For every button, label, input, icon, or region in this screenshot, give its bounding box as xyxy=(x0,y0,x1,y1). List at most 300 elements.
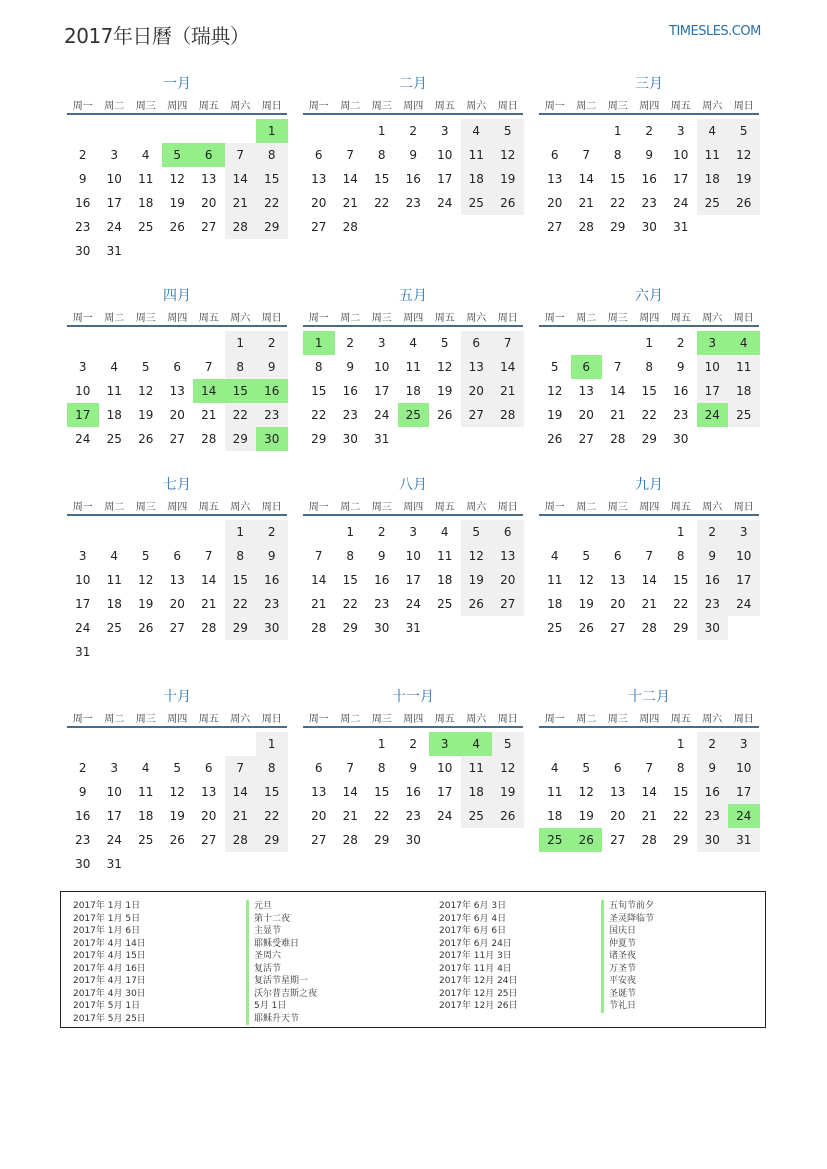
day-cell[interactable]: 25 xyxy=(461,191,493,215)
day-cell[interactable]: 7 xyxy=(645,549,654,563)
day-cell[interactable]: 27 xyxy=(578,432,594,446)
day-cell[interactable]: 5 xyxy=(141,549,150,563)
day-cell[interactable]: 20 xyxy=(169,408,185,422)
day-cell[interactable]: 27 xyxy=(169,432,185,446)
day-cell[interactable]: 26 xyxy=(138,621,154,635)
day-cell[interactable]: 30 xyxy=(697,828,729,852)
day-cell[interactable]: 2 xyxy=(256,520,288,544)
day-cell[interactable]: 10 xyxy=(697,355,729,379)
day-cell[interactable]: 18 xyxy=(697,167,729,191)
day-cell[interactable]: 26 xyxy=(169,833,185,847)
day-cell[interactable]: 20 xyxy=(492,568,524,592)
day-cell[interactable]: 23 xyxy=(405,809,421,823)
day-cell[interactable]: 9 xyxy=(78,172,87,186)
day-cell[interactable]: 26 xyxy=(437,408,453,422)
day-cell[interactable]: 30 xyxy=(697,616,729,640)
day-cell[interactable]: 19 xyxy=(728,167,760,191)
day-cell[interactable]: 2 xyxy=(78,761,87,775)
day-cell[interactable]: 28 xyxy=(641,833,657,847)
day-cell[interactable]: 18 xyxy=(547,597,563,611)
day-cell[interactable]: 1 xyxy=(377,737,386,751)
day-cell[interactable]: 6 xyxy=(492,520,524,544)
day-cell[interactable]: 23 xyxy=(342,408,358,422)
day-cell[interactable]: 1 xyxy=(256,732,288,756)
day-cell[interactable]: 9 xyxy=(697,756,729,780)
day-cell[interactable]: 9 xyxy=(645,148,654,162)
day-cell[interactable]: 20 xyxy=(201,196,217,210)
day-cell[interactable]: 10 xyxy=(374,360,390,374)
day-cell[interactable]: 24 xyxy=(728,592,760,616)
day-cell[interactable]: 19 xyxy=(169,196,185,210)
day-cell[interactable]: 6 xyxy=(204,761,213,775)
day-cell[interactable]: 14 xyxy=(225,780,257,804)
day-cell[interactable]: 29 xyxy=(256,828,288,852)
day-cell[interactable]: 11 xyxy=(728,355,760,379)
day-cell[interactable]: 25 xyxy=(547,621,563,635)
day-cell[interactable]: 26 xyxy=(728,191,760,215)
day-cell[interactable]: 20 xyxy=(169,597,185,611)
day-cell[interactable]: 11 xyxy=(461,143,493,167)
day-cell[interactable]: 18 xyxy=(106,597,122,611)
day-cell[interactable]: 8 xyxy=(225,544,257,568)
day-cell[interactable]: 7 xyxy=(582,148,591,162)
day-cell[interactable]: 3 xyxy=(110,148,119,162)
day-cell[interactable]: 16 xyxy=(641,172,657,186)
day-cell[interactable]: 28 xyxy=(342,220,358,234)
day-cell[interactable]: 28 xyxy=(492,403,524,427)
day-cell[interactable]: 29 xyxy=(311,432,327,446)
day-cell[interactable]: 28 xyxy=(201,621,217,635)
day-cell[interactable]: 11 xyxy=(106,573,122,587)
day-cell[interactable]: 7 xyxy=(492,331,524,355)
day-cell[interactable]: 13 xyxy=(578,384,594,398)
day-cell[interactable]: 2 xyxy=(676,336,685,350)
day-cell[interactable]: 4 xyxy=(461,732,493,756)
day-cell[interactable]: 13 xyxy=(610,785,626,799)
day-cell[interactable]: 23 xyxy=(405,196,421,210)
day-cell[interactable]: 8 xyxy=(645,360,654,374)
day-cell[interactable]: 6 xyxy=(193,143,225,167)
day-cell[interactable]: 4 xyxy=(141,148,150,162)
day-cell[interactable]: 12 xyxy=(461,544,493,568)
day-cell[interactable]: 3 xyxy=(676,124,685,138)
day-cell[interactable]: 27 xyxy=(311,220,327,234)
day-cell[interactable]: 12 xyxy=(138,384,154,398)
day-cell[interactable]: 3 xyxy=(110,761,119,775)
day-cell[interactable]: 21 xyxy=(342,809,358,823)
day-cell[interactable]: 28 xyxy=(225,215,257,239)
day-cell[interactable]: 29 xyxy=(374,833,390,847)
day-cell[interactable]: 2 xyxy=(256,331,288,355)
day-cell[interactable]: 12 xyxy=(578,785,594,799)
day-cell[interactable]: 4 xyxy=(409,336,418,350)
day-cell[interactable]: 14 xyxy=(641,573,657,587)
day-cell[interactable]: 30 xyxy=(75,244,91,258)
day-cell[interactable]: 4 xyxy=(461,119,493,143)
day-cell[interactable]: 16 xyxy=(673,384,689,398)
day-cell[interactable]: 26 xyxy=(492,804,524,828)
day-cell[interactable]: 5 xyxy=(173,761,182,775)
day-cell[interactable]: 30 xyxy=(256,616,288,640)
day-cell[interactable]: 22 xyxy=(225,403,257,427)
day-cell[interactable]: 28 xyxy=(311,621,327,635)
day-cell[interactable]: 13 xyxy=(201,785,217,799)
day-cell[interactable]: 6 xyxy=(613,761,622,775)
day-cell[interactable]: 15 xyxy=(225,379,257,403)
day-cell[interactable]: 4 xyxy=(697,119,729,143)
day-cell[interactable]: 6 xyxy=(173,360,182,374)
day-cell[interactable]: 2 xyxy=(409,737,418,751)
day-cell[interactable]: 14 xyxy=(641,785,657,799)
day-cell[interactable]: 5 xyxy=(440,336,449,350)
day-cell[interactable]: 15 xyxy=(673,785,689,799)
day-cell[interactable]: 26 xyxy=(578,621,594,635)
day-cell[interactable]: 1 xyxy=(225,331,257,355)
day-cell[interactable]: 10 xyxy=(106,785,122,799)
day-cell[interactable]: 18 xyxy=(461,780,493,804)
day-cell[interactable]: 24 xyxy=(106,220,122,234)
day-cell[interactable]: 16 xyxy=(697,568,729,592)
day-cell[interactable]: 7 xyxy=(225,143,257,167)
day-cell[interactable]: 10 xyxy=(728,756,760,780)
day-cell[interactable]: 25 xyxy=(728,403,760,427)
day-cell[interactable]: 26 xyxy=(461,592,493,616)
day-cell[interactable]: 1 xyxy=(346,525,355,539)
day-cell[interactable]: 7 xyxy=(346,148,355,162)
day-cell[interactable]: 17 xyxy=(405,573,421,587)
day-cell[interactable]: 1 xyxy=(256,119,288,143)
day-cell[interactable]: 24 xyxy=(437,809,453,823)
day-cell[interactable]: 28 xyxy=(201,432,217,446)
day-cell[interactable]: 20 xyxy=(578,408,594,422)
day-cell[interactable]: 12 xyxy=(169,172,185,186)
day-cell[interactable]: 6 xyxy=(550,148,559,162)
day-cell[interactable]: 15 xyxy=(256,780,288,804)
day-cell[interactable]: 20 xyxy=(610,597,626,611)
day-cell[interactable]: 26 xyxy=(492,191,524,215)
day-cell[interactable]: 11 xyxy=(138,172,154,186)
day-cell[interactable]: 17 xyxy=(374,384,390,398)
day-cell[interactable]: 28 xyxy=(225,828,257,852)
day-cell[interactable]: 3 xyxy=(429,732,461,756)
day-cell[interactable]: 20 xyxy=(461,379,493,403)
day-cell[interactable]: 22 xyxy=(374,196,390,210)
day-cell[interactable]: 21 xyxy=(641,809,657,823)
day-cell[interactable]: 14 xyxy=(201,573,217,587)
day-cell[interactable]: 17 xyxy=(697,379,729,403)
day-cell[interactable]: 11 xyxy=(547,785,563,799)
day-cell[interactable]: 24 xyxy=(75,432,91,446)
day-cell[interactable]: 22 xyxy=(311,408,327,422)
day-cell[interactable]: 3 xyxy=(409,525,418,539)
day-cell[interactable]: 22 xyxy=(342,597,358,611)
day-cell[interactable]: 13 xyxy=(169,384,185,398)
day-cell[interactable]: 10 xyxy=(106,172,122,186)
day-cell[interactable]: 31 xyxy=(374,432,390,446)
day-cell[interactable]: 15 xyxy=(225,568,257,592)
day-cell[interactable]: 17 xyxy=(106,196,122,210)
day-cell[interactable]: 31 xyxy=(106,857,122,871)
day-cell[interactable]: 1 xyxy=(613,124,622,138)
day-cell[interactable]: 30 xyxy=(342,432,358,446)
day-cell[interactable]: 16 xyxy=(256,379,288,403)
day-cell[interactable]: 8 xyxy=(676,549,685,563)
day-cell[interactable]: 29 xyxy=(225,427,257,451)
day-cell[interactable]: 23 xyxy=(75,220,91,234)
day-cell[interactable]: 17 xyxy=(673,172,689,186)
day-cell[interactable]: 13 xyxy=(311,172,327,186)
day-cell[interactable]: 9 xyxy=(377,549,386,563)
day-cell[interactable]: 10 xyxy=(728,544,760,568)
day-cell[interactable]: 18 xyxy=(437,573,453,587)
day-cell[interactable]: 5 xyxy=(582,761,591,775)
day-cell[interactable]: 2 xyxy=(697,732,729,756)
day-cell[interactable]: 16 xyxy=(697,780,729,804)
day-cell[interactable]: 21 xyxy=(311,597,327,611)
day-cell[interactable]: 23 xyxy=(641,196,657,210)
day-cell[interactable]: 22 xyxy=(256,191,288,215)
day-cell[interactable]: 14 xyxy=(610,384,626,398)
day-cell[interactable]: 9 xyxy=(409,148,418,162)
day-cell[interactable]: 21 xyxy=(578,196,594,210)
day-cell[interactable]: 2 xyxy=(377,525,386,539)
day-cell[interactable]: 17 xyxy=(437,785,453,799)
day-cell[interactable]: 5 xyxy=(492,119,524,143)
day-cell[interactable]: 23 xyxy=(256,403,288,427)
day-cell[interactable]: 25 xyxy=(138,220,154,234)
day-cell[interactable]: 21 xyxy=(225,804,257,828)
day-cell[interactable]: 18 xyxy=(106,408,122,422)
day-cell[interactable]: 14 xyxy=(225,167,257,191)
day-cell[interactable]: 8 xyxy=(377,148,386,162)
day-cell[interactable]: 21 xyxy=(342,196,358,210)
day-cell[interactable]: 15 xyxy=(641,384,657,398)
day-cell[interactable]: 2 xyxy=(78,148,87,162)
day-cell[interactable]: 9 xyxy=(409,761,418,775)
day-cell[interactable]: 22 xyxy=(673,809,689,823)
day-cell[interactable]: 2 xyxy=(697,520,729,544)
day-cell[interactable]: 30 xyxy=(75,857,91,871)
day-cell[interactable]: 11 xyxy=(697,143,729,167)
day-cell[interactable]: 7 xyxy=(645,761,654,775)
day-cell[interactable]: 19 xyxy=(578,597,594,611)
day-cell[interactable]: 18 xyxy=(138,809,154,823)
day-cell[interactable]: 15 xyxy=(374,785,390,799)
day-cell[interactable]: 13 xyxy=(547,172,563,186)
day-cell[interactable]: 29 xyxy=(673,621,689,635)
day-cell[interactable]: 25 xyxy=(138,833,154,847)
day-cell[interactable]: 31 xyxy=(673,220,689,234)
day-cell[interactable]: 27 xyxy=(201,220,217,234)
day-cell[interactable]: 3 xyxy=(728,520,760,544)
day-cell[interactable]: 15 xyxy=(256,167,288,191)
day-cell[interactable]: 10 xyxy=(405,549,421,563)
day-cell[interactable]: 13 xyxy=(201,172,217,186)
day-cell[interactable]: 8 xyxy=(676,761,685,775)
day-cell[interactable]: 19 xyxy=(461,568,493,592)
day-cell[interactable]: 4 xyxy=(440,525,449,539)
day-cell[interactable]: 16 xyxy=(405,172,421,186)
day-cell[interactable]: 19 xyxy=(138,597,154,611)
day-cell[interactable]: 16 xyxy=(374,573,390,587)
day-cell[interactable]: 31 xyxy=(75,645,91,659)
day-cell[interactable]: 22 xyxy=(641,408,657,422)
day-cell[interactable]: 31 xyxy=(106,244,122,258)
day-cell[interactable]: 1 xyxy=(377,124,386,138)
day-cell[interactable]: 25 xyxy=(697,191,729,215)
day-cell[interactable]: 10 xyxy=(75,384,91,398)
day-cell[interactable]: 20 xyxy=(201,809,217,823)
day-cell[interactable]: 1 xyxy=(225,520,257,544)
day-cell[interactable]: 19 xyxy=(437,384,453,398)
day-cell[interactable]: 13 xyxy=(461,355,493,379)
day-cell[interactable]: 3 xyxy=(728,732,760,756)
day-cell[interactable]: 14 xyxy=(193,379,225,403)
day-cell[interactable]: 26 xyxy=(169,220,185,234)
day-cell[interactable]: 16 xyxy=(75,809,91,823)
day-cell[interactable]: 16 xyxy=(75,196,91,210)
day-cell[interactable]: 5 xyxy=(162,143,194,167)
day-cell[interactable]: 28 xyxy=(342,833,358,847)
day-cell[interactable]: 5 xyxy=(550,360,559,374)
day-cell[interactable]: 8 xyxy=(377,761,386,775)
day-cell[interactable]: 3 xyxy=(440,124,449,138)
day-cell[interactable]: 22 xyxy=(256,804,288,828)
day-cell[interactable]: 27 xyxy=(201,833,217,847)
day-cell[interactable]: 8 xyxy=(613,148,622,162)
day-cell[interactable]: 7 xyxy=(204,549,213,563)
day-cell[interactable]: 24 xyxy=(728,804,760,828)
day-cell[interactable]: 11 xyxy=(405,360,421,374)
day-cell[interactable]: 21 xyxy=(225,191,257,215)
day-cell[interactable]: 19 xyxy=(547,408,563,422)
day-cell[interactable]: 11 xyxy=(547,573,563,587)
day-cell[interactable]: 4 xyxy=(550,549,559,563)
day-cell[interactable]: 3 xyxy=(78,360,87,374)
day-cell[interactable]: 13 xyxy=(610,573,626,587)
day-cell[interactable]: 18 xyxy=(728,379,760,403)
day-cell[interactable]: 21 xyxy=(492,379,524,403)
day-cell[interactable]: 5 xyxy=(728,119,760,143)
day-cell[interactable]: 14 xyxy=(311,573,327,587)
day-cell[interactable]: 5 xyxy=(141,360,150,374)
day-cell[interactable]: 21 xyxy=(641,597,657,611)
day-cell[interactable]: 24 xyxy=(374,408,390,422)
day-cell[interactable]: 9 xyxy=(256,544,288,568)
day-cell[interactable]: 5 xyxy=(582,549,591,563)
day-cell[interactable]: 27 xyxy=(547,220,563,234)
day-cell[interactable]: 12 xyxy=(578,573,594,587)
day-cell[interactable]: 19 xyxy=(578,809,594,823)
day-cell[interactable]: 26 xyxy=(547,432,563,446)
day-cell[interactable]: 13 xyxy=(169,573,185,587)
day-cell[interactable]: 12 xyxy=(547,384,563,398)
day-cell[interactable]: 31 xyxy=(728,828,760,852)
day-cell[interactable]: 20 xyxy=(610,809,626,823)
day-cell[interactable]: 23 xyxy=(697,592,729,616)
day-cell[interactable]: 30 xyxy=(641,220,657,234)
day-cell[interactable]: 12 xyxy=(728,143,760,167)
day-cell[interactable]: 6 xyxy=(314,761,323,775)
day-cell[interactable]: 14 xyxy=(492,355,524,379)
day-cell[interactable]: 17 xyxy=(728,568,760,592)
day-cell[interactable]: 25 xyxy=(539,828,571,852)
day-cell[interactable]: 29 xyxy=(225,616,257,640)
day-cell[interactable]: 30 xyxy=(374,621,390,635)
day-cell[interactable]: 25 xyxy=(106,621,122,635)
day-cell[interactable]: 27 xyxy=(492,592,524,616)
day-cell[interactable]: 25 xyxy=(106,432,122,446)
day-cell[interactable]: 1 xyxy=(303,331,335,355)
day-cell[interactable]: 8 xyxy=(256,756,288,780)
day-cell[interactable]: 2 xyxy=(409,124,418,138)
day-cell[interactable]: 27 xyxy=(461,403,493,427)
day-cell[interactable]: 4 xyxy=(110,360,119,374)
day-cell[interactable]: 9 xyxy=(697,544,729,568)
day-cell[interactable]: 28 xyxy=(610,432,626,446)
day-cell[interactable]: 16 xyxy=(342,384,358,398)
day-cell[interactable]: 4 xyxy=(141,761,150,775)
day-cell[interactable]: 22 xyxy=(225,592,257,616)
day-cell[interactable]: 8 xyxy=(256,143,288,167)
day-cell[interactable]: 15 xyxy=(374,172,390,186)
day-cell[interactable]: 14 xyxy=(342,785,358,799)
day-cell[interactable]: 23 xyxy=(75,833,91,847)
day-cell[interactable]: 21 xyxy=(201,408,217,422)
day-cell[interactable]: 17 xyxy=(437,172,453,186)
day-cell[interactable]: 29 xyxy=(641,432,657,446)
day-cell[interactable]: 15 xyxy=(673,573,689,587)
day-cell[interactable]: 16 xyxy=(405,785,421,799)
day-cell[interactable]: 27 xyxy=(610,833,626,847)
day-cell[interactable]: 26 xyxy=(138,432,154,446)
day-cell[interactable]: 9 xyxy=(346,360,355,374)
day-cell[interactable]: 26 xyxy=(571,828,603,852)
day-cell[interactable]: 29 xyxy=(673,833,689,847)
site-logo[interactable]: TIMESLES.COM xyxy=(669,24,761,39)
day-cell[interactable]: 30 xyxy=(405,833,421,847)
day-cell[interactable]: 12 xyxy=(138,573,154,587)
day-cell[interactable]: 20 xyxy=(547,196,563,210)
day-cell[interactable]: 13 xyxy=(492,544,524,568)
day-cell[interactable]: 15 xyxy=(342,573,358,587)
day-cell[interactable]: 18 xyxy=(461,167,493,191)
day-cell[interactable]: 1 xyxy=(676,737,685,751)
day-cell[interactable]: 13 xyxy=(311,785,327,799)
day-cell[interactable]: 19 xyxy=(169,809,185,823)
day-cell[interactable]: 7 xyxy=(225,756,257,780)
day-cell[interactable]: 9 xyxy=(78,785,87,799)
day-cell[interactable]: 25 xyxy=(437,597,453,611)
day-cell[interactable]: 21 xyxy=(201,597,217,611)
day-cell[interactable]: 15 xyxy=(610,172,626,186)
day-cell[interactable]: 3 xyxy=(377,336,386,350)
day-cell[interactable]: 24 xyxy=(106,833,122,847)
day-cell[interactable]: 24 xyxy=(697,403,729,427)
day-cell[interactable]: 7 xyxy=(346,761,355,775)
day-cell[interactable]: 1 xyxy=(645,336,654,350)
day-cell[interactable]: 8 xyxy=(314,360,323,374)
day-cell[interactable]: 11 xyxy=(437,549,453,563)
day-cell[interactable]: 21 xyxy=(610,408,626,422)
day-cell[interactable]: 11 xyxy=(461,756,493,780)
day-cell[interactable]: 23 xyxy=(673,408,689,422)
day-cell[interactable]: 5 xyxy=(492,732,524,756)
day-cell[interactable]: 18 xyxy=(138,196,154,210)
day-cell[interactable]: 23 xyxy=(374,597,390,611)
day-cell[interactable]: 3 xyxy=(78,549,87,563)
day-cell[interactable]: 11 xyxy=(106,384,122,398)
